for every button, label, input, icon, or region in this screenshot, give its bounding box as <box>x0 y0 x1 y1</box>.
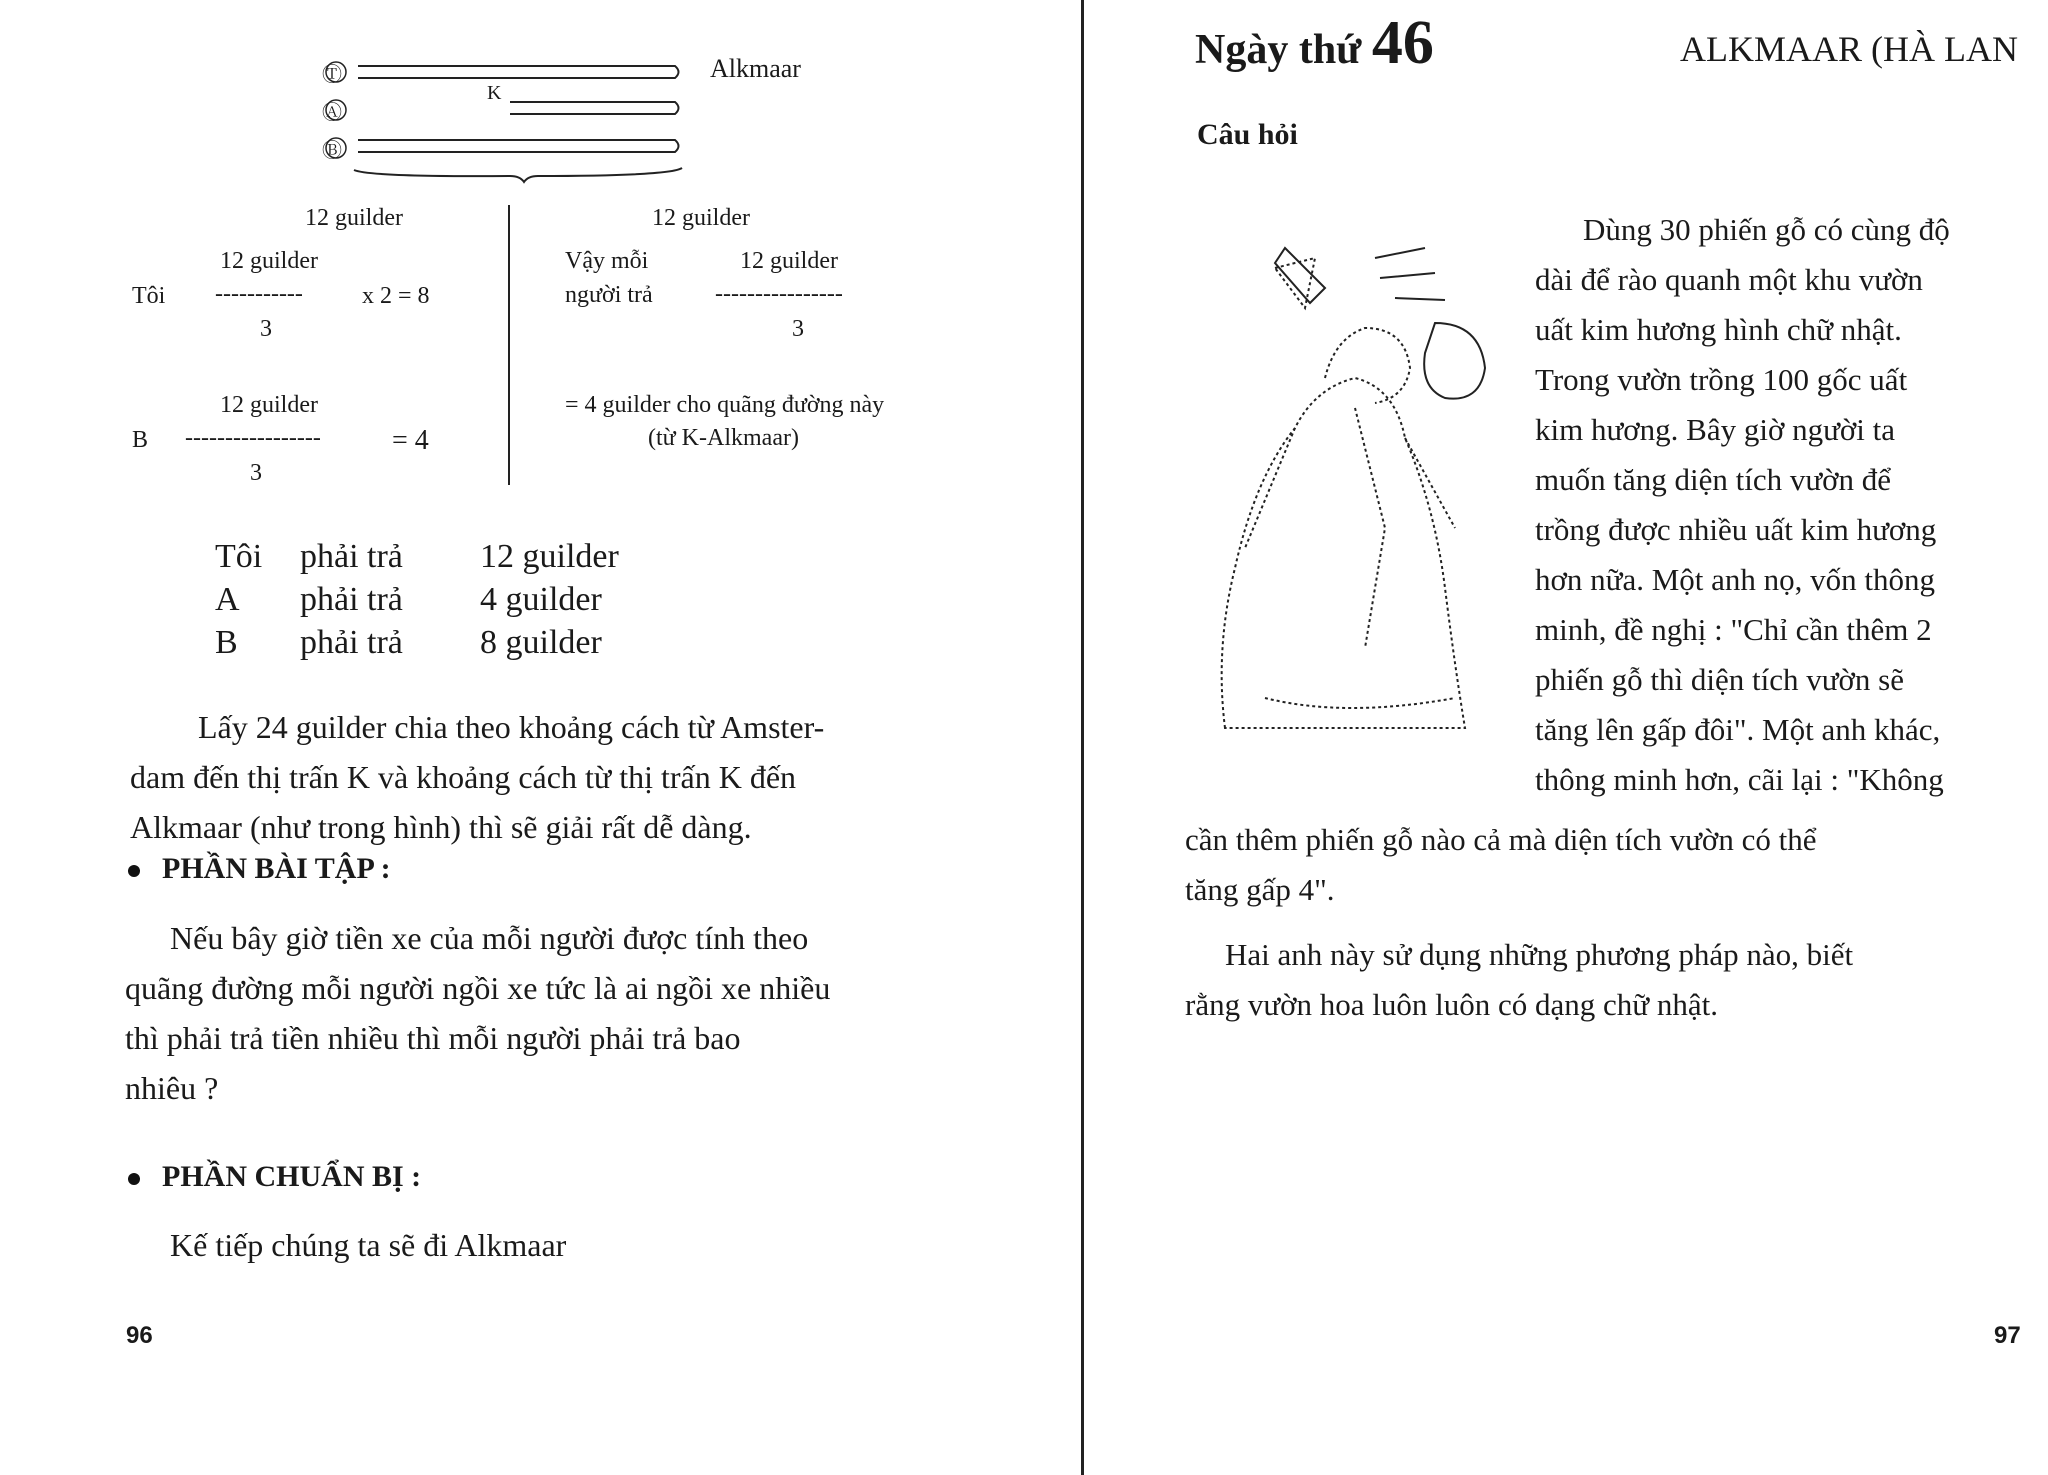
payment-verb: phải trả <box>300 581 403 618</box>
payment-row <box>215 535 619 578</box>
bullet-icon <box>128 1173 140 1185</box>
text-line: Dùng 30 phiến gỗ có cùng độ <box>1583 212 1950 247</box>
payment-amount: 12 guilder <box>480 538 619 575</box>
payment-verb: phải trả <box>300 624 403 661</box>
text-line: phiến gỗ thì diện tích vườn sẽ <box>1535 662 1904 697</box>
day-number: 46 <box>1371 9 1434 77</box>
text-line: minh, đề nghị : "Chỉ cần thêm 2 <box>1535 612 1932 647</box>
b-numerator: 12 guilder <box>220 392 318 418</box>
ask-paragraph <box>1185 930 1853 1030</box>
text-line: hơn nữa. Một anh nọ, vốn thông <box>1535 562 1936 597</box>
payment-amount: 8 guilder <box>480 624 602 661</box>
toi-fraction-bar: ----------- <box>215 281 303 307</box>
man-with-telescope-illustration <box>1205 228 1520 738</box>
page-number-right: 97 <box>1994 1322 2021 1349</box>
question-label: Câu hỏi <box>1197 118 1298 151</box>
each-numerator: 12 guilder <box>740 248 838 274</box>
text-line: kim hương. Bây giờ người ta <box>1535 412 1896 447</box>
right-total: 12 guilder <box>652 205 750 231</box>
exercise-paragraph <box>125 913 830 1113</box>
payment-table <box>215 535 619 664</box>
exercise-heading <box>128 852 391 886</box>
town-k-label: K <box>487 82 502 104</box>
exercise-heading-text: PHẦN BÀI TẬP : <box>162 852 391 885</box>
text-line: Trong vườn trồng 100 gốc uất <box>1535 362 1908 397</box>
question-wrap-paragraph <box>1535 205 1950 805</box>
payer: B <box>215 624 238 661</box>
route-diagram <box>310 52 690 187</box>
text-line: uất kim hương hình chữ nhật. <box>1535 312 1902 347</box>
b-label: B <box>132 427 149 453</box>
result-line2: (từ K-Alkmaar) <box>648 425 799 451</box>
payment-row <box>215 578 619 621</box>
text-line: dài để rào quanh một khu vườn <box>1535 262 1923 297</box>
day-label: Ngày thứ <box>1195 27 1362 73</box>
left-total: 12 guilder <box>305 205 403 231</box>
payer: Tôi <box>215 538 263 575</box>
each-line2: người trả <box>565 282 653 308</box>
result-line1: = 4 guilder cho quãng đường này <box>565 392 885 418</box>
b-denominator: 3 <box>250 460 262 486</box>
toi-label: Tôi <box>132 283 166 309</box>
each-denominator: 3 <box>792 316 804 342</box>
text-line: cần thêm phiến gỗ nào cả mà diện tích vườn có thể <box>1185 822 1817 857</box>
text-line: thì phải trả tiền nhiều thì mỗi người phải trả bao <box>125 1020 741 1056</box>
prep-paragraph <box>170 1220 566 1270</box>
b-equals: = 4 <box>392 425 429 456</box>
diagram-divider <box>508 205 510 485</box>
prep-heading <box>128 1160 421 1194</box>
text-line: muốn tăng diện tích vườn để <box>1535 462 1892 497</box>
text-line: Hai anh này sử dụng những phương pháp nào, biết <box>1225 937 1854 972</box>
text-line: Kế tiếp chúng ta sẽ đi Alkmaar <box>170 1227 567 1263</box>
chapter-header: ALKMAAR (HÀ LAN <box>1680 29 2018 69</box>
text-line: quãng đường mỗi người ngồi xe tức là ai ngồi xe nhiều <box>125 970 831 1006</box>
payment-row <box>215 621 619 664</box>
book-spine <box>1081 0 1084 1475</box>
destination-label: Alkmaar <box>710 54 801 83</box>
question-full-paragraph <box>1185 815 1816 915</box>
page-number-left: 96 <box>126 1322 153 1349</box>
day-title <box>1195 8 1434 79</box>
toi-times: x 2 = 8 <box>362 283 430 309</box>
text-line: rằng vườn hoa luôn luôn có dạng chữ nhật. <box>1185 987 1718 1022</box>
text-line: Nếu bây giờ tiền xe của mỗi người được tính theo <box>170 920 809 956</box>
text-line: Alkmaar (như trong hình) thì sẽ giải rất dễ dàng. <box>130 809 752 845</box>
text-line: trồng được nhiều uất kim hương <box>1535 512 1937 547</box>
text-line: Lấy 24 guilder chia theo khoảng cách từ Amster- <box>198 709 825 745</box>
prep-heading-text: PHẦN CHUẨN BỊ : <box>162 1160 422 1193</box>
text-line: dam đến thị trấn K và khoảng cách từ thị trấn K đến <box>130 759 797 795</box>
text-line: thông minh hơn, cãi lại : "Không <box>1535 762 1944 797</box>
marker-t: Ⓣ <box>322 62 342 86</box>
marker-b: Ⓑ <box>322 138 342 162</box>
each-line1: Vậy mỗi <box>565 248 649 274</box>
explanation-paragraph <box>130 702 824 852</box>
toi-numerator: 12 guilder <box>220 248 318 274</box>
payment-amount: 4 guilder <box>480 581 602 618</box>
bullet-icon <box>128 865 140 877</box>
payment-verb: phải trả <box>300 538 403 575</box>
text-line: nhiêu ? <box>125 1070 219 1106</box>
payer: A <box>215 581 240 618</box>
b-fraction-bar: ----------------- <box>185 425 321 451</box>
text-line: tăng lên gấp đôi". Một anh khác, <box>1535 712 1941 747</box>
each-fraction-bar: ---------------- <box>715 281 843 307</box>
toi-denominator: 3 <box>260 316 272 342</box>
text-line: tăng gấp 4". <box>1185 872 1335 907</box>
marker-a: Ⓐ <box>322 100 342 124</box>
